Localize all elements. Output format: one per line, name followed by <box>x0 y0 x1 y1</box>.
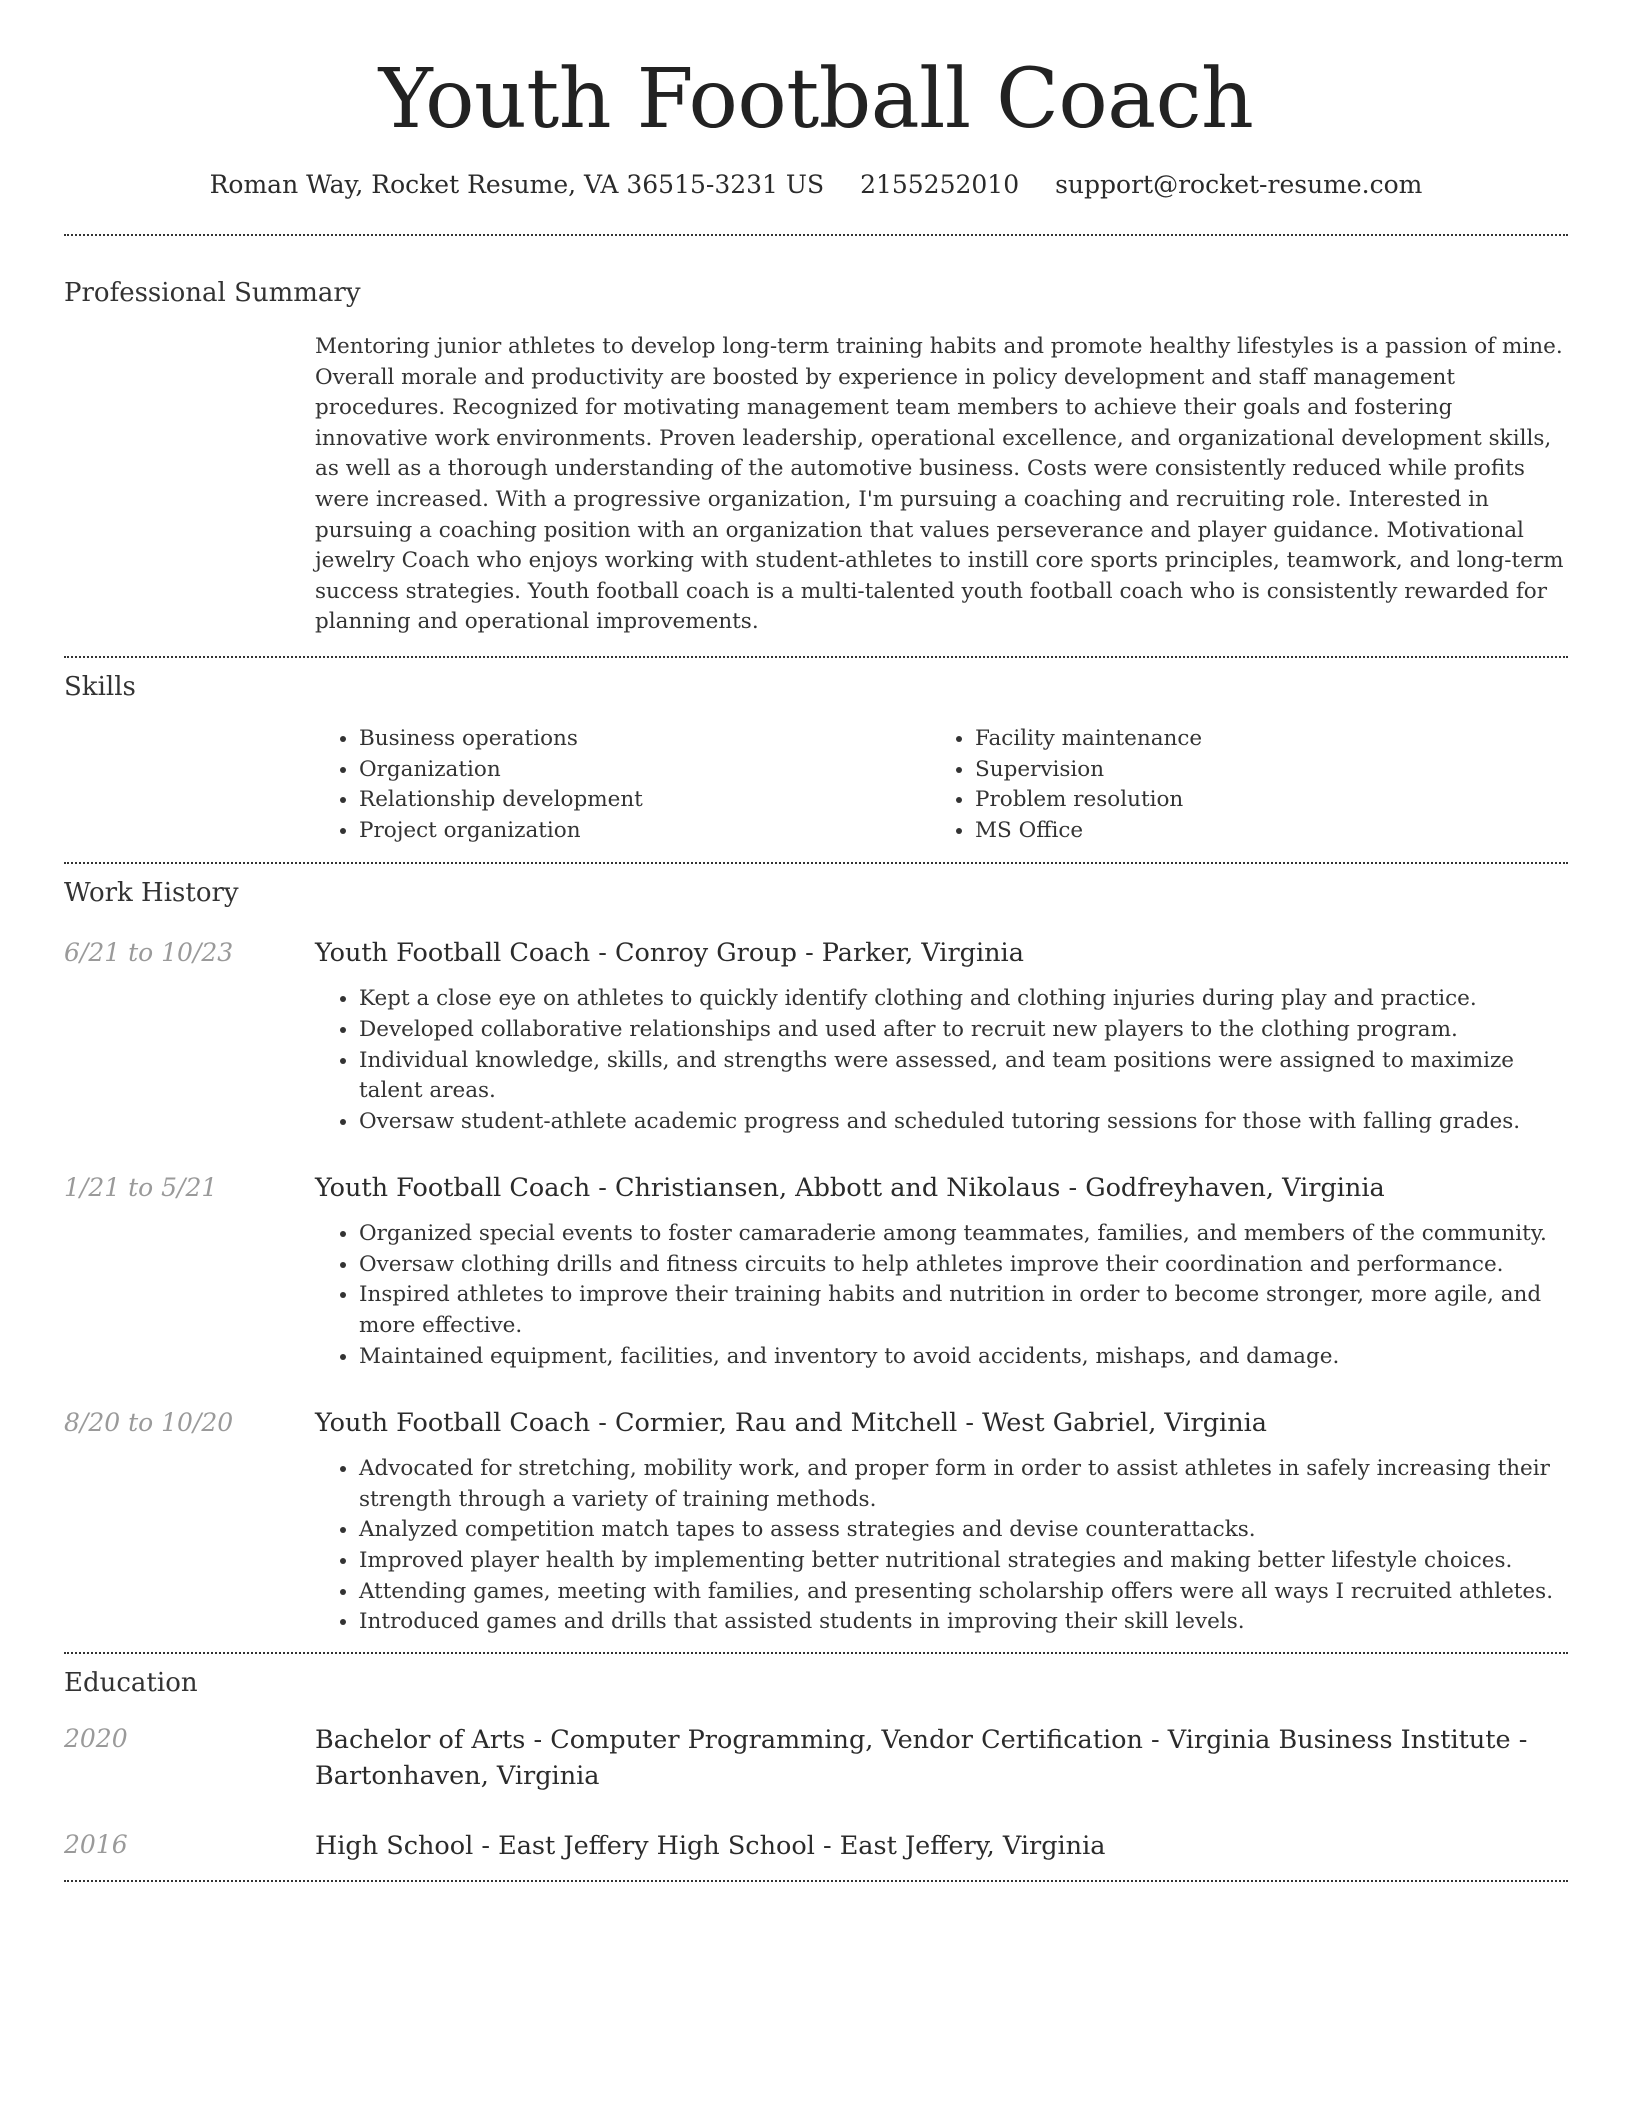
section-title-education: Education <box>64 1667 198 1698</box>
education-entry <box>64 1828 1568 1864</box>
list-item: • Oversaw student-athlete academic progress and scheduled tutoring sessions for those with falling grades. <box>359 1107 1568 1138</box>
work-entry <box>64 936 1568 1137</box>
education-year: 2016 <box>64 1829 128 1859</box>
list-item: • Analyzed competition match tapes to assess strategies and devise counterattacks. <box>359 1515 1568 1546</box>
skills-column-right <box>931 724 1547 846</box>
work-heading <box>315 1406 1568 1440</box>
work-bullets <box>315 1219 1568 1372</box>
skills-list <box>315 724 1568 846</box>
list-item: • Developed collaborative relationships and used after to recruit new players to the clothing program. <box>359 1015 1568 1046</box>
work-dates: 1/21 to 5/21 <box>64 1173 218 1203</box>
job-employer: - Cormier, Rau and Mitchell - West Gabriel, Virginia <box>590 1408 1267 1439</box>
list-item: • Improved player health by implementing better nutritional strategies and making better lifestyle choices. <box>359 1546 1568 1577</box>
education-year: 2020 <box>64 1723 128 1753</box>
skill-item: • Organization <box>359 755 931 786</box>
contact-address: Roman Way, Rocket Resume, VA 36515-3231 US <box>209 170 825 199</box>
work-entry <box>64 1406 1568 1638</box>
list-item: • Introduced games and drills that assisted students in improving their skill levels. <box>359 1607 1568 1638</box>
work-entry-body <box>315 1406 1568 1638</box>
skill-item: • Relationship development <box>359 785 931 816</box>
skill-item: • Facility maintenance <box>975 724 1547 755</box>
work-entry-body <box>315 936 1568 1137</box>
divider <box>64 862 1568 864</box>
work-entry <box>64 1171 1568 1372</box>
skill-item: • Project organization <box>359 816 931 847</box>
section-title-work-history: Work History <box>64 878 239 909</box>
divider <box>64 1880 1568 1882</box>
work-dates: 6/21 to 10/23 <box>64 938 234 968</box>
school: - Virginia Business Institute - Bartonhaven, Virginia <box>315 1724 1528 1791</box>
job-title: Youth Football Coach <box>315 1173 591 1204</box>
work-heading <box>315 1171 1568 1205</box>
section-title-skills: Skills <box>64 671 136 702</box>
skill-item: • Problem resolution <box>975 785 1547 816</box>
work-heading <box>315 936 1568 970</box>
skill-item: • Business operations <box>359 724 931 755</box>
work-dates: 8/20 to 10/20 <box>64 1408 234 1438</box>
skill-item: • MS Office <box>975 816 1547 847</box>
work-bullets <box>315 1454 1568 1638</box>
list-item: • Kept a close eye on athletes to quickly identify clothing and clothing injuries during play and practice. <box>359 984 1568 1015</box>
contact-phone: 2155252010 <box>860 170 1020 199</box>
job-title: Youth Football Coach <box>315 1408 591 1439</box>
list-item: • Individual knowledge, skills, and strengths were assessed, and team positions were assigned to maximize talent areas. <box>359 1046 1568 1107</box>
education-entry <box>64 1722 1568 1794</box>
list-item: • Maintained equipment, facilities, and inventory to avoid accidents, mishaps, and damage. <box>359 1342 1568 1373</box>
resume-name: Youth Football Coach <box>378 52 1254 147</box>
contact-line <box>64 168 1568 202</box>
list-item: • Oversaw clothing drills and fitness circuits to help athletes improve their coordination and performance. <box>359 1250 1568 1281</box>
list-item: • Inspired athletes to improve their training habits and nutrition in order to become stronger, more agile, and more effective. <box>359 1280 1568 1341</box>
list-item: • Organized special events to foster camaraderie among teammates, families, and members of the community. <box>359 1219 1568 1250</box>
divider <box>64 656 1568 658</box>
list-item: • Attending games, meeting with families, and presenting scholarship offers were all ways I recruited athletes. <box>359 1577 1568 1608</box>
job-title: Youth Football Coach <box>315 938 591 969</box>
contact-email[interactable]: support@rocket-resume.com <box>1055 170 1423 199</box>
degree: High School <box>315 1830 474 1861</box>
degree: Bachelor of Arts - Computer Programming, Vendor Certification <box>315 1724 1143 1755</box>
school: - East Jeffery High School - East Jeffery, Virginia <box>473 1830 1106 1861</box>
skill-item: • Supervision <box>975 755 1547 786</box>
work-entry-body <box>315 1171 1568 1372</box>
education-heading <box>315 1722 1568 1794</box>
job-employer: - Conroy Group - Parker, Virginia <box>590 938 1024 969</box>
divider <box>64 234 1568 236</box>
divider <box>64 1652 1568 1654</box>
job-employer: - Christiansen, Abbott and Nikolaus - Godfreyhaven, Virginia <box>590 1173 1385 1204</box>
section-title-summary: Professional Summary <box>64 278 361 308</box>
work-bullets <box>315 984 1568 1137</box>
summary-text: Mentoring junior athletes to develop long-term training habits and promote healthy lifestyles is a passion of mine. Overall morale and productivity are boosted by experience in policy development and staff management procedures. Recognized for motivating management team members to achieve their goals and fostering innovative work environments. Proven leadership, operational excellence, and organizational development skills, as well as a thorough understanding of the automotive business. Costs were consistently reduced while profits were increased. With a progressive organization, I'm pursuing a coaching and recruiting role. Interested in pursuing a coaching position with an organization that values perseverance and player guidance. Motivational jewelry Coach who enjoys working with student-athletes to instill core sports principles, teamwork, and long-term success strategies. Youth football coach is a multi-talented youth football coach who is consistently rewarded for planning and operational improvements. <box>315 334 1564 635</box>
skills-column-left <box>315 724 931 846</box>
list-item: • Advocated for stretching, mobility work, and proper form in order to assist athletes in safely increasing their strength through a variety of training methods. <box>359 1454 1568 1515</box>
education-heading <box>315 1828 1568 1864</box>
